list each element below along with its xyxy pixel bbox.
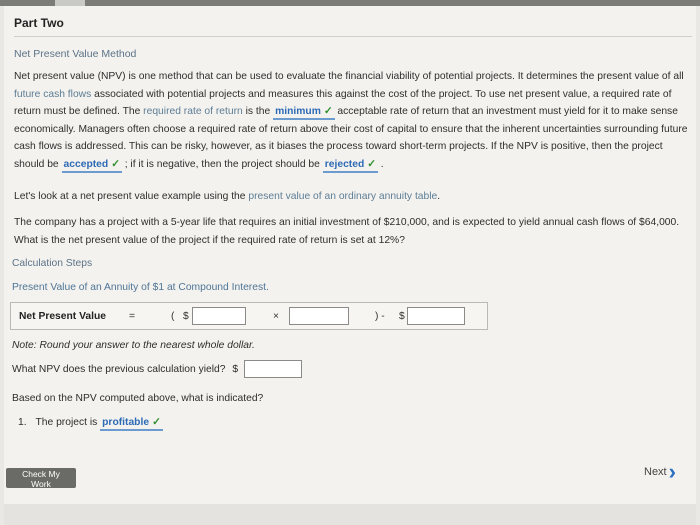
checkmark-icon: ✓ (111, 158, 120, 170)
annuity-table-link[interactable]: present value of an ordinary annuity table (248, 191, 438, 202)
chevron-right-icon: › (668, 459, 676, 484)
section-title: Net Present Value Method (14, 48, 137, 60)
future-cash-flows-link[interactable]: future cash flows (14, 88, 92, 100)
checkmark-icon: ✓ (152, 417, 161, 428)
dollar-sign: $ (232, 364, 239, 375)
list-item: 1. The project is profitable ✓ (18, 416, 163, 431)
required-rate-link[interactable]: required rate of return (143, 106, 243, 117)
check-my-work-button[interactable]: Check My Work (6, 468, 76, 488)
answer-dropdown-rejected[interactable]: rejected ✓ (323, 158, 378, 173)
equals-sign: = (129, 311, 136, 322)
page-content (4, 6, 696, 525)
indication-question: Based on the NPV computed above, what is indicated? (12, 393, 264, 404)
checkmark-icon: ✓ (323, 106, 333, 117)
annual-cash-flow-input[interactable] (192, 307, 246, 325)
answer-dropdown-profitable[interactable]: profitable ✓ (100, 416, 163, 431)
calculation-steps-label: Calculation Steps (12, 258, 93, 269)
open-paren: ( (171, 311, 175, 322)
pv-factor-input[interactable] (289, 307, 349, 325)
pv-annuity-title: Present Value of an Annuity of $1 at Compound Interest. (12, 282, 269, 293)
footer-shade (4, 504, 696, 525)
dollar-sign: $ (399, 311, 405, 322)
npv-label: Net Present Value (19, 311, 106, 322)
divider (14, 36, 692, 37)
intro-paragraph: Net present value (NPV) is one method that can be used to evaluate the financial viability of potential projects. It determines the present value of all future cash flows associated with potential projects and measures this against the cost of the project. To use net present value, a required rate of return must be defined. The required rate of return is the minimum ✓ acceptable rate of return that an investment must yield for it to make sense economically. Managers often choose a required rate of return above their cost of capital to ensure that the inherent uncertainties surrounding future cash flows is addressed. This can be risky, however, as it biases the process toward short-term projects. If the NPV is positive, then the project should be accepted ✓ ; if it is negative, then the project should be rejected ✓ . (14, 68, 690, 173)
problem-statement: The company has a project with a 5-year life that requires an initial investment of $210,000, and is expected to yield annual cash flows of $64,000. What is the net present value of the project if the required rate of return is set at 12%? (14, 217, 680, 246)
example-lead: Let's look at a net present value example using the present value of an ordinary annuity table. (14, 191, 441, 202)
answer-dropdown-minimum[interactable]: minimum ✓ (273, 105, 334, 120)
next-button[interactable] (644, 459, 676, 484)
close-paren-minus: ) - (375, 311, 385, 322)
npv-answer-input[interactable] (244, 360, 302, 378)
page-title: Part Two (14, 16, 64, 30)
checkmark-icon: ✓ (367, 158, 376, 170)
dollar-sign: $ (183, 311, 189, 322)
answer-dropdown-accepted[interactable]: accepted ✓ (62, 158, 122, 173)
npv-formula-box (10, 302, 488, 330)
times-sign: × (273, 311, 280, 322)
initial-investment-input[interactable] (407, 307, 465, 325)
npv-question: What NPV does the previous calculation yield? $ (12, 364, 239, 375)
rounding-note: Note: Round your answer to the nearest whole dollar. (12, 340, 255, 351)
next-label: Next (644, 465, 667, 478)
